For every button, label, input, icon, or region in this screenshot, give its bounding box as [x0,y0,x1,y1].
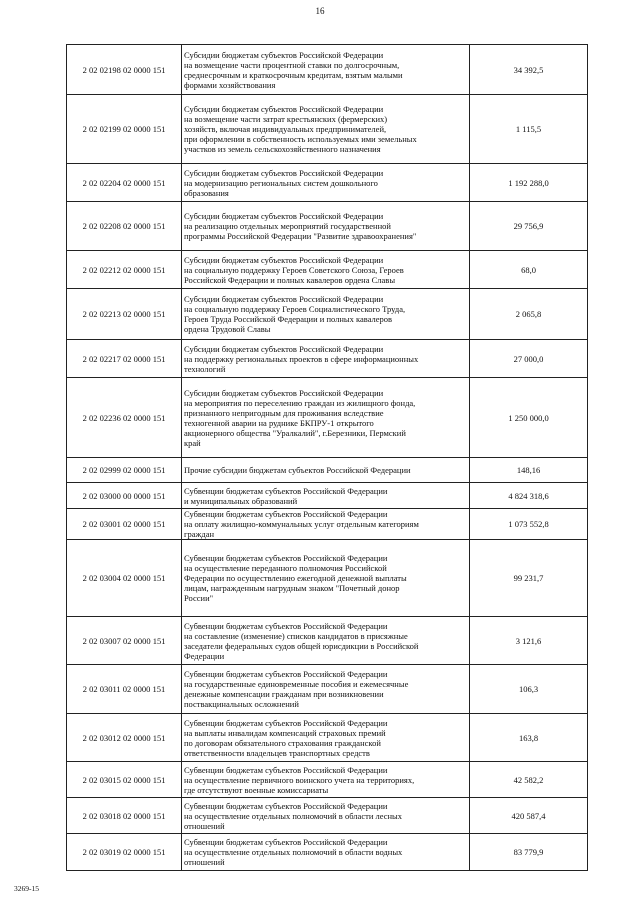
revenue-description-cell [182,378,470,458]
revenue-description-cell [182,289,470,340]
description-line: на государственные единовременные пособия и ежемесячные [184,679,409,689]
revenue-description-cell [182,251,470,289]
budget-code-cell: 2 02 02198 02 0000 151 [67,45,182,95]
amount-cell: 148,16 [470,458,588,483]
description-line: Субсидии бюджетам субъектов Российской Федерации [184,387,384,398]
description-line: отношений [184,857,225,867]
budget-code-cell: 2 02 03004 02 0000 151 [67,540,182,617]
table-row [67,45,588,95]
budget-code-cell: 2 02 02204 02 0000 151 [67,164,182,202]
description-line: техногенной аварии на руднике БКПРУ-1 открытого [184,417,374,428]
description-line: Субвенции бюджетам субъектов Российской Федерации [184,717,388,728]
revenue-description-cell [182,458,470,483]
description-line: образования [184,187,229,198]
revenue-description-cell [182,617,470,665]
budget-code-cell: 2 02 03007 02 0000 151 [67,617,182,665]
table-row [67,540,588,617]
description-line: отношений [184,820,225,831]
description-line: на осуществление отдельных полномочий в области водных [184,847,403,857]
description-line: на осуществление первичного воинского учета на территориях, [184,774,415,785]
description-line: на поддержку региональных проектов в сфере информационных [184,353,419,364]
description-line: при оформлении в собственность используемых ими земельных [184,134,417,144]
description-line: Субвенции бюджетам субъектов Российской Федерации [184,764,388,775]
revenue-description-cell [182,798,470,834]
page-number: 16 [315,6,325,16]
revenue-description-cell [182,762,470,798]
amount-cell: 34 392,5 [470,45,588,95]
revenue-description-cell [182,340,470,378]
description-line: на оплату жилищно-коммунальных услуг отдельным категориям [184,519,419,529]
description-line: Субвенции бюджетам субъектов Российской Федерации [184,485,388,496]
description-line: на осуществление переданного полномочия Российской [184,563,387,573]
amount-cell: 1 192 288,0 [470,164,588,202]
description-line: среднесрочным и краткосрочным кредитам, взятым малыми [184,69,403,80]
description-line: формами хозяйствования [184,79,276,90]
description-line: по договорам обязательного страхования гражданской [184,737,381,748]
revenue-description-cell [182,540,470,617]
description-line: хозяйств, включая индивидуальных предпринимателей, [184,124,387,134]
revenue-description-cell [182,665,470,714]
revenue-description-cell [182,164,470,202]
amount-cell: 99 231,7 [470,540,588,617]
table-row [67,665,588,714]
description-line: Субсидии бюджетам субъектов Российской Федерации [184,343,384,354]
budget-code-cell: 2 02 02236 02 0000 151 [67,378,182,458]
description-line: на выплаты инвалидам компенсаций страховых премий [184,727,386,738]
budget-code-cell: 2 02 02213 02 0000 151 [67,289,182,340]
table-row [67,798,588,834]
amount-cell: 42 582,2 [470,762,588,798]
description-line: на возмещение части процентной ставки по долгосрочным, [184,59,400,70]
budget-code-cell: 2 02 03012 02 0000 151 [67,714,182,762]
description-line: Субвенции бюджетам субъектов Российской Федерации [184,669,388,679]
description-line: заседатели федеральных судов общей юрисдикции в Российской [184,640,419,651]
amount-cell: 420 587,4 [470,798,588,834]
description-line: Субсидии бюджетам субъектов Российской Федерации [184,49,384,60]
description-line: на возмещение части затрат крестьянских (фермерских) [184,114,388,124]
description-line: на составление (изменение) списков кандидатов в присяжные [184,630,408,641]
amount-cell: 1 250 000,0 [470,378,588,458]
table-row [67,617,588,665]
budget-revenue-table [66,44,588,871]
amount-cell: 4 824 318,6 [470,483,588,509]
description-line: край [184,437,201,448]
table-row [67,483,588,509]
budget-code-cell: 2 02 02208 02 0000 151 [67,202,182,251]
description-line: на модернизацию региональных систем дошкольного [184,177,378,188]
description-line: Героев Труда Российской Федерации и полных кавалеров [184,314,393,324]
description-line: Субсидии бюджетам субъектов Российской Федерации [184,211,384,221]
table-row [67,762,588,798]
amount-cell: 3 121,6 [470,617,588,665]
description-line: Субсидии бюджетам субъектов Российской Федерации [184,254,384,265]
budget-code-cell: 2 02 03019 02 0000 151 [67,834,182,871]
budget-code-cell: 2 02 03015 02 0000 151 [67,762,182,798]
description-line: поствакцинальных осложнений [184,699,299,709]
amount-cell: 27 000,0 [470,340,588,378]
table-row [67,834,588,871]
budget-code-cell: 2 02 02217 02 0000 151 [67,340,182,378]
table-row [67,95,588,164]
revenue-description-cell [182,509,470,540]
description-line: программы Российской Федерации "Развитие здравоохранения" [184,231,417,241]
description-line: Федерации [184,650,225,661]
amount-cell: 163,8 [470,714,588,762]
description-line: на социальную поддержку Героев Советского Союза, Героев [184,264,404,275]
table-body [67,45,588,871]
amount-cell: 68,0 [470,251,588,289]
description-line: Российской Федерации и полных кавалеров ордена Славы [184,274,396,285]
description-line: граждан [184,529,215,539]
revenue-description-cell [182,45,470,95]
table-row [67,251,588,289]
description-line: на социальную поддержку Героев Социалистического Труда, [184,304,406,314]
table-row [67,202,588,251]
description-line: на реализацию отдельных мероприятий государственной [184,221,391,231]
revenue-description-cell [182,483,470,509]
revenue-description-cell [182,714,470,762]
budget-code-cell: 2 02 03011 02 0000 151 [67,665,182,714]
description-line: Субвенции бюджетам субъектов Российской Федерации [184,800,388,811]
amount-cell: 1 073 552,8 [470,509,588,540]
description-line: Субвенции бюджетам субъектов Российской Федерации [184,837,388,847]
table-row [67,378,588,458]
description-line: на мероприятия по переселению граждан из жилищного фонда, [184,397,416,408]
description-line: Субвенции бюджетам субъектов Российской Федерации [184,620,388,631]
description-line: технологий [184,363,226,374]
description-line: на осуществление отдельных полномочий в области лесных [184,810,402,821]
description-line: Субсидии бюджетам субъектов Российской Федерации [184,167,384,178]
table-row [67,164,588,202]
document-id: 3269-15 [14,884,39,893]
amount-cell: 2 065,8 [470,289,588,340]
budget-code-cell: 2 02 03001 02 0000 151 [67,509,182,540]
budget-code-cell: 2 02 03000 00 0000 151 [67,483,182,509]
description-line: Прочие субсидии бюджетам субъектов Российской Федерации [184,465,411,475]
table-row [67,458,588,483]
description-line: Субсидии бюджетам субъектов Российской Федерации [184,294,384,304]
description-line: ордена Трудовой Славы [184,324,271,334]
revenue-description-cell [182,95,470,164]
revenue-description-cell [182,834,470,871]
description-line: признанного непригодным для проживания вследствие [184,407,384,418]
budget-code-cell: 2 02 02212 02 0000 151 [67,251,182,289]
description-line: и муниципальных образований [184,495,298,506]
description-line: Федерации по осуществлению ежегодной денежной выплаты [184,573,407,583]
description-line: лицам, награжденным нагрудным знаком "Почетный донор [184,583,400,593]
description-line: России" [184,593,214,603]
budget-code-cell: 2 02 02199 02 0000 151 [67,95,182,164]
description-line: где отсутствуют военные комиссариаты [184,784,329,795]
budget-code-cell: 2 02 03018 02 0000 151 [67,798,182,834]
description-line: участков из земель сельскохозяйственного назначения [184,144,381,154]
amount-cell: 106,3 [470,665,588,714]
description-line: денежные компенсации гражданам при возникновении [184,689,384,699]
table-row [67,340,588,378]
amount-cell: 1 115,5 [470,95,588,164]
description-line: акционерного общества "Уралкалий", г.Березники, Пермский [184,427,406,438]
table-row [67,289,588,340]
description-line: Субвенции бюджетам субъектов Российской Федерации [184,509,388,519]
table-row [67,509,588,540]
table-row [67,714,588,762]
revenue-description-cell [182,202,470,251]
amount-cell: 83 779,9 [470,834,588,871]
amount-cell: 29 756,9 [470,202,588,251]
description-line: ответственности владельцев транспортных средств [184,747,370,758]
description-line: Субсидии бюджетам субъектов Российской Федерации [184,104,384,114]
budget-code-cell: 2 02 02999 02 0000 151 [67,458,182,483]
description-line: Субвенции бюджетам субъектов Российской Федерации [184,553,388,563]
